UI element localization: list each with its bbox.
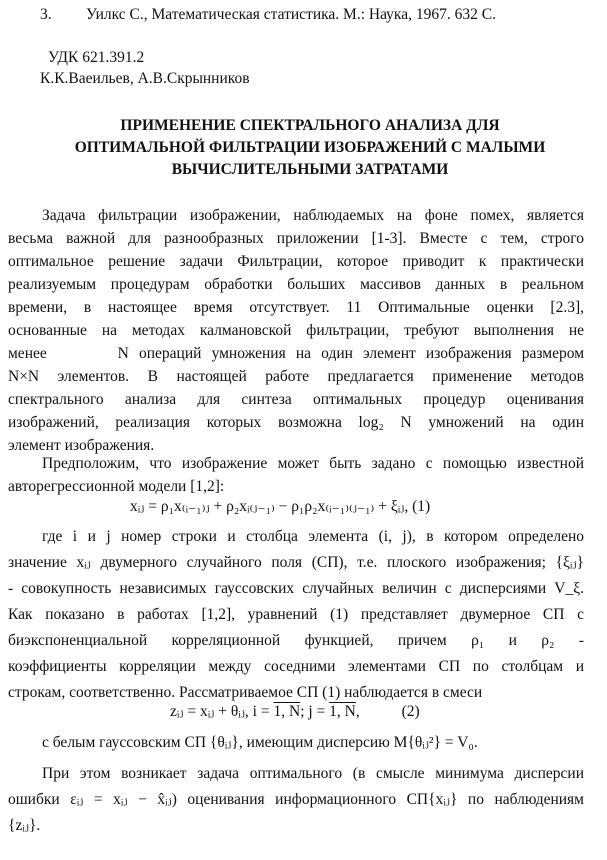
reference-text: Уилкс С., Математическая статистика. М.: Наука, 1967. 632 С.	[86, 6, 496, 23]
udk-code: УДК 621.391.2	[48, 49, 145, 66]
text-line: менее N операций умножения на один элемент изображения размером	[8, 345, 584, 362]
text-line: ошибки εᵢⱼ = xᵢⱼ − x̂ᵢⱼ) оценивания информационного СП{xᵢⱼ} по наблюдениям	[8, 791, 584, 808]
paragraph-description	[8, 524, 584, 706]
title-line: ОПТИМАЛЬНОЙ ФИЛЬТРАЦИИ ИЗОБРАЖЕНИЙ С МАЛЫМИ	[74, 139, 546, 156]
formula-number: (2)	[401, 703, 420, 720]
formula-part: ,	[355, 703, 360, 720]
text-line: значение xᵢⱼ двумерного случайного поля (СП), т.е. плоского изображения; {ξᵢⱼ}	[8, 554, 584, 571]
text-line: где i и j номер строки и столбца элемента (i, j), в котором определено	[42, 528, 584, 545]
text-line: коэффициенты корреляции между соседними элементами СП по столбцам и	[8, 658, 584, 675]
text-line: Предположим, что изображение может быть задано с помощью известной	[42, 455, 584, 472]
text-line: оптимальное решение задачи Фильтрации, которое приводит к практически	[8, 253, 584, 270]
text-line: реализуемым процедурам обработки больших массивов данных в реальном	[8, 276, 584, 293]
text-line: {zᵢⱼ}.	[8, 817, 41, 834]
text-line: строкам, соответственно. Рассматриваемое СП (1) наблюдается в смеси	[8, 684, 483, 701]
text-line: спектрального анализа для синтеза оптимальных процедур оценивания	[8, 391, 584, 408]
text-line: - совокупность независимых гауссовских случайных величин с дисперсиями V_ξ.	[8, 580, 584, 597]
formula-range: 1, N	[273, 703, 301, 720]
formula-2	[170, 702, 420, 721]
text-line: Задача фильтрации изображении, наблюдаемых на фоне помех, является	[42, 207, 584, 224]
formula-range: 1, N	[329, 703, 356, 720]
text-line: весьма важной для разнообразных приложении [1-3]. Вместе с тем, строго	[8, 230, 584, 247]
text-line: времени, в настоящее время отсутствует. 11 Оптимальные оценки [2.3],	[8, 299, 584, 316]
text-line: N×N элементов. В настоящей работе предлагается применение методов	[8, 368, 584, 385]
formula-1: xᵢⱼ = ρ₁x₍ᵢ₋₁₎ⱼ + ρ₂xᵢ₍ⱼ₋₁₎ − ρ₁ρ₂x₍ᵢ₋₁₎₍ⱼ₋₁₎ + ξᵢⱼ, (1)	[130, 498, 431, 515]
text-line: Как показано в работах [1,2], уравнений (1) представляет двумерное СП с	[8, 606, 584, 623]
text-line: изображений, реализация которых возможна log₂ N умножений на один	[8, 414, 584, 431]
text-line: основанные на методах калмановской фильтрации, требуют выполнения не	[8, 322, 584, 339]
text-line: биэкспоненциальной корреляционной функцией, причем ρ₁ и ρ₂ -	[8, 632, 584, 649]
paragraph-task	[8, 761, 584, 839]
paper-title	[30, 115, 590, 181]
formula-part: ; j =	[300, 703, 330, 720]
paragraph-noise	[8, 731, 584, 754]
paragraph-model	[8, 452, 584, 498]
text-line: При этом возникает задача оптимального (в смысле минимума дисперсии	[42, 765, 584, 782]
text-line: с белым гауссовским СП {θᵢⱼ}, имеющим дисперсию M{θᵢⱼ²} = V₀.	[42, 734, 478, 751]
formula-part: zᵢⱼ = xᵢⱼ + θᵢⱼ, i =	[170, 703, 274, 720]
title-line: ВЫЧИСЛИТЕЛЬНЫМИ ЗАТРАТАМИ	[171, 161, 449, 178]
reference-number: 3.	[40, 6, 52, 23]
authors: К.К.Ваеильев, А.В.Скрынников	[40, 70, 250, 87]
text-line: авторегрессионной модели [1,2]:	[8, 478, 225, 495]
paragraph-intro	[8, 204, 584, 457]
text-line: элемент изображения.	[8, 437, 155, 454]
title-line: ПРИМЕНЕНИЕ СПЕКТРАЛЬНОГО АНАЛИЗА ДЛЯ	[120, 117, 500, 134]
